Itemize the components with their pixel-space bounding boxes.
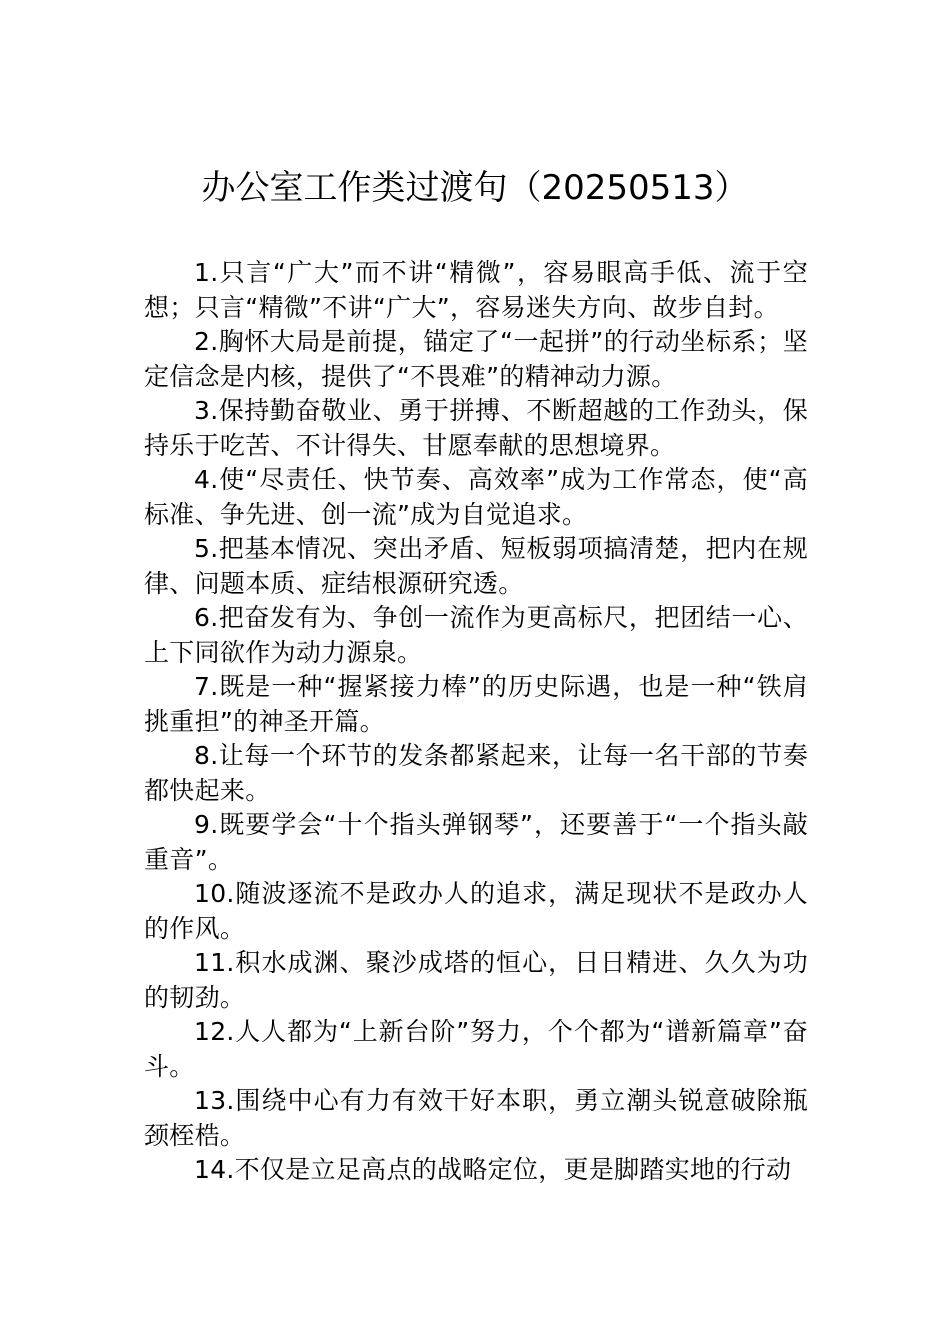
- paragraph-14: 14.不仅是立足高点的战略定位，更是脚踏实地的行动: [194, 1155, 792, 1184]
- paragraph-3: 3.保持勤奋敬业、勇于拼搏、不断超越的工作劲头，保持乐于吃苦、不计得失、甘愿奉献的思想境界。: [144, 396, 808, 460]
- paragraph-13: 13.围绕中心有力有效干好本职，勇立潮头锐意破除瓶颈桎梏。: [144, 1086, 808, 1150]
- paragraph-7: 7.既是一种“握紧接力棒”的历史际遇，也是一种“铁肩挑重担”的神圣开篇。: [144, 672, 808, 736]
- paragraph-8: 8.让每一个环节的发条都紧起来，让每一名干部的节奏都快起来。: [144, 741, 808, 805]
- paragraph-6: 6.把奋发有为、争创一流作为更高标尺，把团结一心、上下同欲作为动力源泉。: [144, 603, 808, 667]
- paragraph-12: 12.人人都为“上新台阶”努力，个个都为“谱新篇章”奋斗。: [144, 1017, 808, 1081]
- document-title: 办公室工作类过渡句（20250513）: [201, 168, 749, 208]
- paragraph-11: 11.积水成渊、聚沙成塔的恒心，日日精进、久久为功的韧劲。: [144, 948, 808, 1012]
- paragraph-9: 9.既要学会“十个指头弹钢琴”，还要善于“一个指头敲重音”。: [144, 810, 808, 874]
- paragraph-1: 1.只言“广大”而不讲“精微”，容易眼高手低、流于空想；只言“精微”不讲“广大”，容易迷失方向、故步自封。: [144, 258, 808, 322]
- paragraph-2: 2.胸怀大局是前提，锚定了“一起拼”的行动坐标系；坚定信念是内核，提供了“不畏难”的精神动力源。: [144, 327, 808, 391]
- paragraph-10: 10.随波逐流不是政办人的追求，满足现状不是政办人的作风。: [144, 879, 808, 943]
- document-body: [144, 256, 808, 1188]
- paragraph-4: 4.使“尽责任、快节奏、高效率”成为工作常态，使“高标准、争先进、创一流”成为自觉追求。: [144, 465, 808, 529]
- paragraph-5: 5.把基本情况、突出矛盾、短板弱项搞清楚，把内在规律、问题本质、症结根源研究透。: [144, 534, 808, 598]
